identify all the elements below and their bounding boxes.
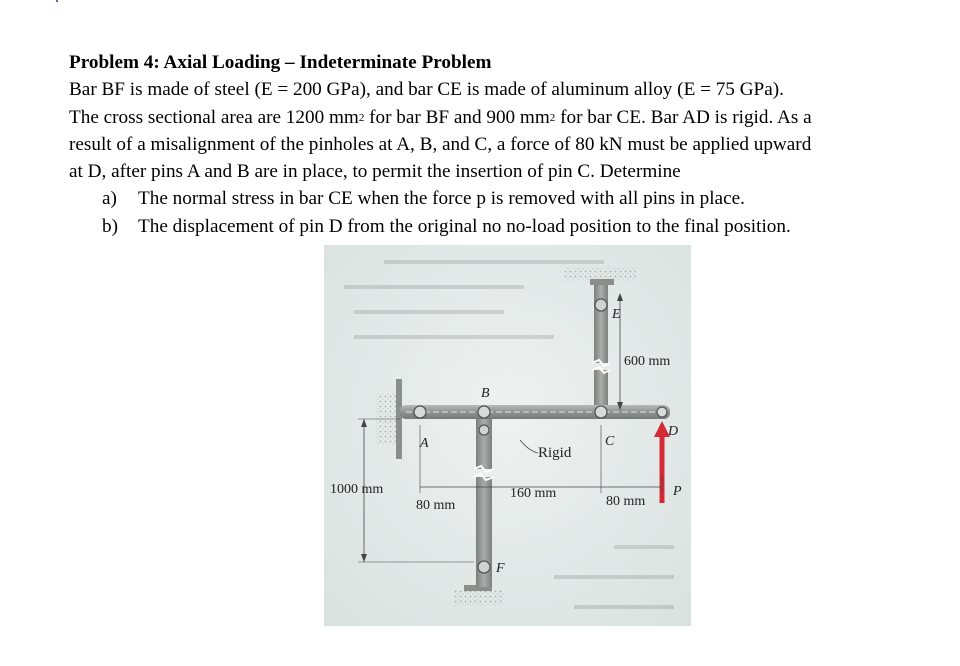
label-p: P bbox=[673, 484, 682, 499]
area-text-2: for bar BF and 900 mm bbox=[364, 106, 550, 128]
question-b-label: b) bbox=[102, 215, 118, 237]
label-600mm: 600 mm bbox=[624, 354, 671, 369]
label-b: B bbox=[481, 386, 490, 401]
pin-e bbox=[595, 299, 607, 311]
question-a-text: The normal stress in bar CE when the force p is removed with all pins in place. bbox=[138, 188, 745, 210]
question-a-label: a) bbox=[102, 188, 117, 210]
label-80mm-left: 80 mm bbox=[416, 498, 456, 513]
label-e: E bbox=[612, 307, 621, 322]
area-text-3: for bar CE. Bar AD is rigid. As a bbox=[555, 106, 812, 128]
label-1000mm: 1000 mm bbox=[330, 482, 384, 497]
floor-support bbox=[454, 590, 504, 606]
problem-title: Problem 4: Axial Loading – Indeterminate Problem bbox=[69, 52, 492, 73]
ceiling-support bbox=[564, 267, 636, 281]
question-a bbox=[69, 185, 949, 212]
statement-line-2 bbox=[69, 104, 949, 131]
statement-line-3: result of a misalignment of the pinholes at A, B, and C, a force of 80 kN must be applied upward bbox=[69, 133, 812, 155]
label-f: F bbox=[496, 561, 505, 576]
area-text-1: The cross sectional area are 1200 mm bbox=[69, 106, 359, 128]
label-80mm-right: 80 mm bbox=[606, 494, 646, 509]
corner-mark bbox=[56, 0, 58, 2]
pin-f bbox=[478, 561, 490, 573]
label-rigid: Rigid bbox=[538, 445, 572, 461]
structure-figure bbox=[324, 245, 691, 626]
pin-d bbox=[657, 407, 667, 417]
bar-ce-lower bbox=[594, 370, 608, 410]
pin-c bbox=[595, 406, 607, 418]
pin-a bbox=[414, 406, 426, 418]
problem-statement bbox=[69, 49, 949, 240]
statement-line-4: at D, after pins A and B are in place, to permit the insertion of pin C. Determine bbox=[69, 161, 681, 183]
question-b-text: The displacement of pin D from the original no no-load position to the final position. bbox=[138, 215, 791, 237]
label-c: C bbox=[605, 434, 615, 449]
statement-line-1: Bar BF is made of steel (E = 200 GPa), and bar CE is made of aluminum alloy (E = 75 GPa). bbox=[69, 79, 784, 101]
figure-svg bbox=[324, 245, 691, 626]
superscript-2a: 2 bbox=[358, 111, 365, 124]
pin-b-lower bbox=[479, 425, 489, 435]
pin-b bbox=[478, 406, 490, 418]
superscript-2b: 2 bbox=[549, 111, 556, 124]
ceiling-bracket bbox=[590, 279, 614, 285]
label-a: A bbox=[420, 436, 429, 451]
label-d: D bbox=[668, 424, 679, 439]
label-160mm: 160 mm bbox=[510, 486, 557, 501]
question-b bbox=[69, 213, 949, 240]
bar-ce-upper bbox=[594, 285, 608, 363]
